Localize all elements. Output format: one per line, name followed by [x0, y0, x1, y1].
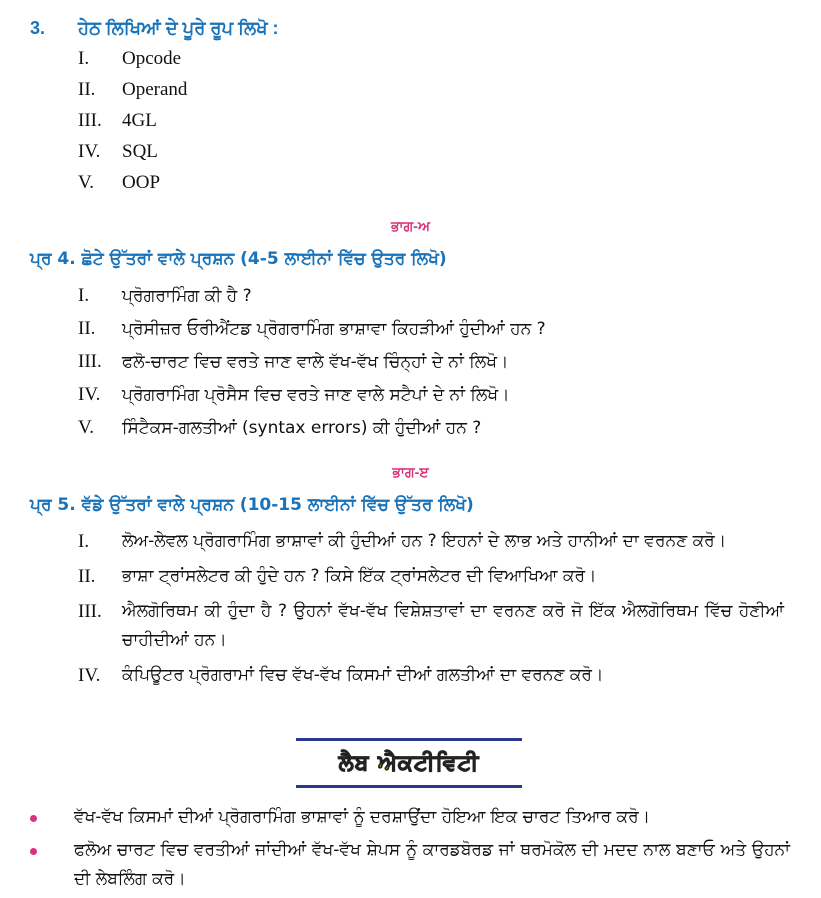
roman-numeral: II. [78, 566, 96, 587]
item-text: Operand [122, 79, 188, 100]
item-text: ਪ੍ਰੋਗਰਾਮਿੰਗ ਕੀ ਹੈ ? [122, 286, 252, 306]
list-item [78, 661, 784, 690]
question-4-heading: ਪ੍ਰ 4. ਛੋਟੇ ਉੱਤਰਾਂ ਵਾਲੇ ਪ੍ਰਸ਼ਨ (4-5 ਲਾਈਨਾਂ ਵਿੱਚ ਉਤਰ ਲਿਖੋ) [30, 249, 447, 269]
item-text: ਵੱਖ-ਵੱਖ ਕਿਸਮਾਂ ਦੀਆਂ ਪ੍ਰੋਗਰਾਮਿੰਗ ਭਾਸ਼ਾਵਾਂ ਨੂੰ ਦਰਸ਼ਾਉਂਦਾ ਹੋਇਆ ਇਕ ਚਾਰਟ ਤਿਆਰ ਕਰੋ। [74, 807, 651, 827]
list-item [78, 110, 187, 141]
item-text: ਭਾਸ਼ਾ ਟ੍ਰਾਂਸਲੇਟਰ ਕੀ ਹੁੰਦੇ ਹਨ ? ਕਿਸੇ ਇੱਕ ਟ੍ਰਾਂਸਲੇਟਰ ਦੀ ਵਿਆਖਿਆ ਕਰੋ। [122, 566, 597, 586]
bullet-dot-icon [30, 815, 37, 822]
list-item [78, 318, 546, 351]
roman-numeral: I. [78, 285, 90, 306]
section-a-heading: ਭਾਗ-ਅ [390, 218, 431, 234]
list-item [30, 836, 790, 894]
item-text: 4GL [122, 110, 157, 131]
question-5-heading: ਪ੍ਰ 5. ਵੱਡੇ ਉੱਤਰਾਂ ਵਾਲੇ ਪ੍ਰਸ਼ਨ (10-15 ਲਾਈਨਾਂ ਵਿੱਚ ਉੱਤਰ ਲਿਖੋ) [30, 495, 474, 515]
item-text: ਫਲੋ-ਚਾਰਟ ਵਿਚ ਵਰਤੇ ਜਾਣ ਵਾਲੇ ਵੱਖ-ਵੱਖ ਚਿੰਨ੍ਹਾਂ ਦੇ ਨਾਂ ਲਿਖੋ। [122, 352, 509, 372]
list-item [78, 562, 784, 591]
roman-numeral: III. [78, 601, 102, 622]
roman-numeral: III. [78, 110, 102, 131]
item-text: ਕੰਪਿਊਟਰ ਪ੍ਰੋਗਰਾਮਾਂ ਵਿਚ ਵੱਖ-ਵੱਖ ਕਿਸਮਾਂ ਦੀਆਂ ਗਲਤੀਆਂ ਦਾ ਵਰਨਣ ਕਰੋ। [122, 665, 604, 685]
list-item [78, 351, 546, 384]
item-text: ਸਿੰਟੈਕਸ-ਗਲਤੀਆਂ (syntax errors) ਕੀ ਹੁੰਦੀਆਂ ਹਨ ? [122, 418, 482, 438]
question-3-list [78, 48, 187, 203]
roman-numeral: I. [78, 531, 90, 552]
lab-activity-list [30, 803, 790, 898]
item-text: ਐਲਗੋਰਿਥਮ ਕੀ ਹੁੰਦਾ ਹੈ ? ਉਹਨਾਂ ਵੱਖ-ਵੱਖ ਵਿਸ਼ੇਸ਼ਤਾਵਾਂ ਦਾ ਵਰਨਣ ਕਰੋ ਜੋ ਇੱਕ ਐਲਗੋਰਿਥਮ ਵਿੱਚ ਹੋਣੀਆਂ ਚਾਹੀਦੀਆਂ ਹਨ। [122, 601, 784, 650]
item-text: SQL [122, 141, 158, 162]
list-item [78, 141, 187, 172]
roman-numeral: II. [78, 79, 96, 100]
item-text: ਫਲੋਅ ਚਾਰਟ ਵਿਚ ਵਰਤੀਆਂ ਜਾਂਦੀਆਂ ਵੱਖ-ਵੱਖ ਸ਼ੇਪਸ ਨੂੰ ਕਾਰਡਬੋਰਡ ਜਾਂ ਥਰਮੋਕੋਲ ਦੀ ਮਦਦ ਨਾਲ ਬਣਾਓ ਅਤੇ ਉਹਨਾਂ ਦੀ ਲੇਬਲਿੰਗ ਕਰੋ। [74, 840, 790, 889]
roman-numeral: IV. [78, 665, 101, 686]
roman-numeral: II. [78, 318, 96, 339]
list-item [78, 172, 187, 203]
question-number: 3. [30, 18, 46, 38]
list-item [78, 79, 187, 110]
roman-numeral: IV. [78, 384, 101, 405]
lab-activity-banner [296, 738, 522, 788]
list-item [30, 803, 790, 832]
lab-activity-title: ਲੈਬ ਐਕਟੀਵਿਟੀ [338, 750, 480, 776]
item-text: ਲੋਅ-ਲੇਵਲ ਪ੍ਰੋਗਰਾਮਿੰਗ ਭਾਸ਼ਾਵਾਂ ਕੀ ਹੁੰਦੀਆਂ ਹਨ ? ਇਹਨਾਂ ਦੇ ਲਾਭ ਅਤੇ ਹਾਨੀਆਂ ਦਾ ਵਰਨਣ ਕਰੋ। [122, 531, 727, 551]
item-text: ਪ੍ਰੋਸੀਜ਼ਰ ਓਰੀਐਂਟਡ ਪ੍ਰੋਗਰਾਮਿੰਗ ਭਾਸ਼ਾਵਾ ਕਿਹੜੀਆਂ ਹੁੰਦੀਆਂ ਹਨ ? [122, 319, 546, 339]
list-item [78, 48, 187, 79]
item-text: Opcode [122, 48, 182, 69]
section-b-heading: ਭਾਗ-ੲ [392, 464, 429, 480]
list-item [78, 384, 546, 417]
list-item [78, 597, 784, 655]
roman-numeral: III. [78, 351, 102, 372]
roman-numeral: I. [78, 48, 90, 69]
question-3-heading [30, 18, 279, 39]
list-item [78, 285, 546, 318]
roman-numeral: V. [78, 172, 95, 193]
item-text: ਪ੍ਰੋਗਰਾਮਿੰਗ ਪ੍ਰੋਸੈਸ ਵਿਚ ਵਰਤੇ ਜਾਣ ਵਾਲੇ ਸਟੈਪਾਂ ਦੇ ਨਾਂ ਲਿਖੋ। [122, 385, 510, 405]
roman-numeral: IV. [78, 141, 101, 162]
roman-numeral: V. [78, 417, 95, 438]
item-text: OOP [122, 172, 161, 193]
list-item [78, 527, 784, 556]
question-5-list [78, 527, 784, 696]
question-title: ਹੇਠ ਲਿਖਿਆਂ ਦੇ ਪੂਰੇ ਰੂਪ ਲਿਖੋ : [78, 18, 279, 38]
question-4-list [78, 285, 546, 450]
bullet-dot-icon [30, 848, 37, 855]
list-item [78, 417, 546, 450]
